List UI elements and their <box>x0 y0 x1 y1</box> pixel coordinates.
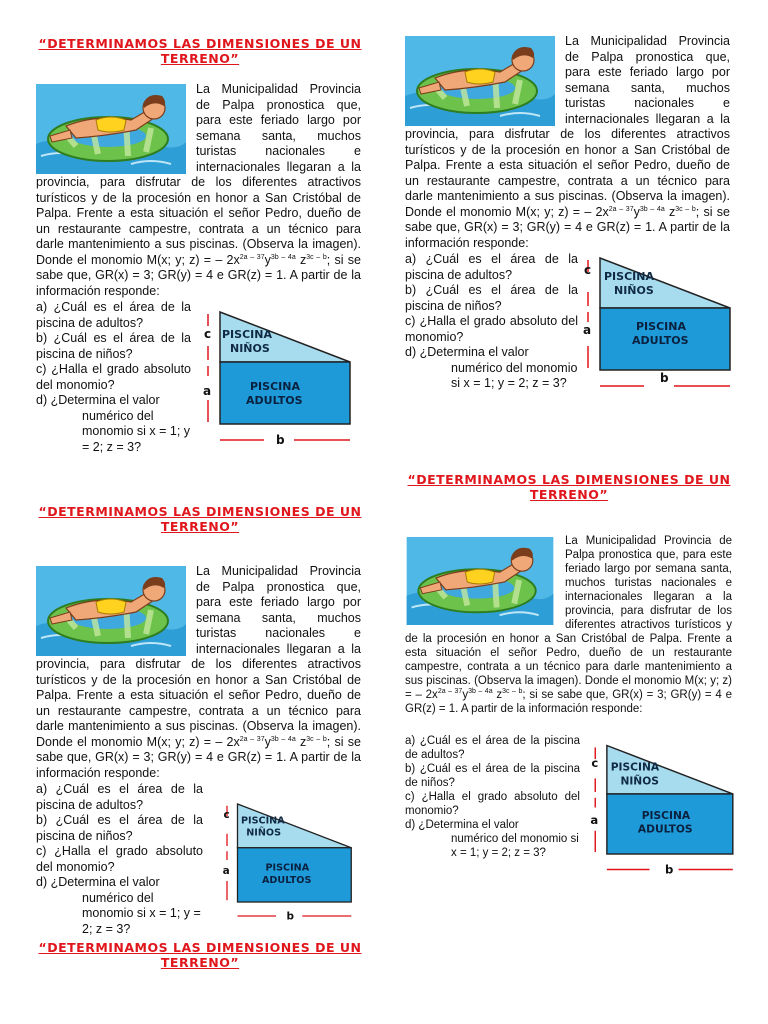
dimension-c-label: c <box>584 263 592 277</box>
question-a: a) ¿Cuál es el área de la piscina de adultos? <box>405 252 578 282</box>
dimension-b-label: b <box>665 862 674 877</box>
dimension-a-label: a <box>203 384 212 398</box>
worksheet-title: “DETERMINAMOS LAS DIMENSIONES DE UN TERRENO” <box>38 940 362 970</box>
question-b: b) ¿Cuál es el área de la piscina de niños? <box>405 283 578 313</box>
pool-diagram <box>210 790 370 930</box>
pool-diagram <box>585 730 745 885</box>
adult-pool-label: PISCINA <box>641 809 691 823</box>
dimension-b-label: b <box>276 433 285 447</box>
worksheet-title: “DETERMINAMOS LAS DIMENSIONES DE UN TERRENO” <box>407 472 731 502</box>
question-d: d) ¿Determina el valor <box>405 819 519 831</box>
question-d: d) ¿Determina el valor <box>36 875 160 889</box>
question-a: a) ¿Cuál es el área de la piscina de adultos? <box>405 735 580 761</box>
worksheet-title: “DETERMINAMOS LAS DIMENSIONES DE UN TERRENO” <box>38 504 362 534</box>
problem-text: La Municipalidad Provincia de Palpa pronostica que, para este feriado largo por semana santa, muchos turistas nacionales e internacionales llegaran a la provincia, para disfrutar de los diferentes atractivos turísticos y de la procesión en honor a San Cristóbal de Palpa. Frente a esta situación el señor Pedro, dueño de un restaurante campestre, contrata a un técnico para darle mantenimiento a sus piscinas. (Observa la imagen). Donde el monomio M(x; y; z) = – $2x^{2a - 37}y^{3b - 4a}$ $z^{3c - b}$; si se sabe que, GR(x) = 3; GR(y) = 4 e GR(z) = 1. A partir de la información responde: <box>36 82 361 298</box>
kids-pool-label: PISCINA <box>610 760 660 774</box>
question-b: b) ¿Cuál es el área de la piscina de niños? <box>405 763 580 789</box>
dimension-b-label: b <box>660 371 669 385</box>
pool-diagram <box>200 296 360 456</box>
adult-pool-label-2: ADULTOS <box>262 874 312 886</box>
question-c: c) ¿Halla el grado absoluto del monomio? <box>36 362 191 392</box>
worksheet-title: “DETERMINAMOS LAS DIMENSIONES DE UN TERRENO” <box>38 36 362 66</box>
question-list <box>36 300 191 455</box>
question-a: a) ¿Cuál es el área de la piscina de adultos? <box>36 782 203 812</box>
adult-pool-label-2: ADULTOS <box>246 394 303 407</box>
question-a: a) ¿Cuál es el área de la piscina de adultos? <box>36 300 191 330</box>
question-c: c) ¿Halla el grado absoluto del monomio? <box>405 314 578 344</box>
question-list <box>36 782 203 937</box>
question-d: d) ¿Determina el valor <box>36 393 160 407</box>
adult-pool-label-2: ADULTOS <box>637 822 693 836</box>
problem-text: La Municipalidad Provincia de Palpa pronostica que, para este feriado largo por semana santa, muchos turistas nacionales e internacionales llegaran a la provincia, para disfrutar de los diferentes atractivos turísticos y de la procesión en honor a San Cristóbal de Palpa. Frente a esta situación el señor Pedro, dueño de un restaurante campestre, contrata a un técnico para darle mantenimiento a sus piscinas. (Observa la imagen). Donde el monomio M(x; y; z) = – $2x^{2a - 37}y^{3b - 4a}$ $z^{3c - b}$; si se sabe que, GR(x) = 3; GR(y) = 4 e GR(z) = 1. A partir de la información responde: <box>405 535 732 715</box>
kids-pool-label-2: NIÑOS <box>620 774 659 788</box>
question-d-cont: numérico del monomio si x = 1; y = 2; z = 3? <box>82 408 191 454</box>
dimension-b-label: b <box>286 910 295 923</box>
kids-pool-label-2: NIÑOS <box>230 342 270 355</box>
adult-pool-label: PISCINA <box>265 862 310 874</box>
dimension-a-label: a <box>590 812 599 827</box>
question-d: d) ¿Determina el valor <box>405 345 529 359</box>
question-list <box>405 734 580 860</box>
dimension-a-label: a <box>222 865 230 877</box>
kids-pool-label-2: NIÑOS <box>614 284 654 297</box>
adult-pool-label: PISCINA <box>250 380 300 393</box>
question-c: c) ¿Halla el grado absoluto del monomio? <box>405 791 580 817</box>
problem-text: La Municipalidad Provincia de Palpa pronostica que, para este feriado largo por semana santa, muchos turistas nacionales e internacionales llegaran a la provincia, para disfrutar de los diferentes atractivos turísticos y de la procesión en honor a San Cristóbal de Palpa. Frente a esta situación el señor Pedro, dueño de un restaurante campestre, contrata a un técnico para darle mantenimiento a sus piscinas. (Observa la imagen). Donde el monomio M(x; y; z) = – $2x^{2a - 37}y^{3b - 4a}$ $z^{3c - b}$; si se sabe que, GR(x) = 3; GR(y) = 4 e GR(z) = 1. A partir de la información responde: <box>36 564 361 780</box>
question-d-cont: numérico del monomio si x = 1; y = 2; z = 3? <box>82 890 201 936</box>
adult-pool-label: PISCINA <box>636 320 686 333</box>
question-b: b) ¿Cuál es el área de la piscina de niños? <box>36 331 191 361</box>
dimension-c-label: c <box>591 755 599 770</box>
dimension-a-label: a <box>583 323 592 337</box>
question-c: c) ¿Halla el grado absoluto del monomio? <box>36 844 203 874</box>
kids-pool-label-2: NIÑOS <box>246 827 281 839</box>
kids-pool-label: PISCINA <box>604 270 654 283</box>
kids-pool-label: PISCINA <box>222 328 272 341</box>
problem-text: La Municipalidad Provincia de Palpa pronostica que, para este feriado largo por semana santa, muchos turistas nacionales e internacionales llegaran a la provincia, para disfrutar de los diferentes atractivos turísticos y de la procesión en honor a San Cristóbal de Palpa. Frente a esta situación el señor Pedro, dueño de un restaurante campestre, contrata a un técnico para darle mantenimiento a sus piscinas. (Observa la imagen). Donde el monomio M(x; y; z) = – $2x^{2a - 37}y^{3b - 4a}$ $z^{3c - b}$; si se sabe que, GR(x) = 3; GR(y) = 4 e GR(z) = 1. A partir de la información responde: <box>405 34 730 250</box>
adult-pool-label-2: ADULTOS <box>632 334 689 347</box>
question-list <box>405 252 578 392</box>
question-d-cont: numérico del monomio si x = 1; y = 2; z = 3? <box>451 833 579 859</box>
question-d-cont: numérico del monomio si x = 1; y = 2; z = 3? <box>451 360 578 390</box>
kids-pool-label: PISCINA <box>241 815 285 827</box>
dimension-c-label: c <box>223 809 230 821</box>
question-b: b) ¿Cuál es el área de la piscina de niños? <box>36 813 203 843</box>
pool-diagram <box>580 242 740 402</box>
dimension-c-label: c <box>204 327 212 341</box>
